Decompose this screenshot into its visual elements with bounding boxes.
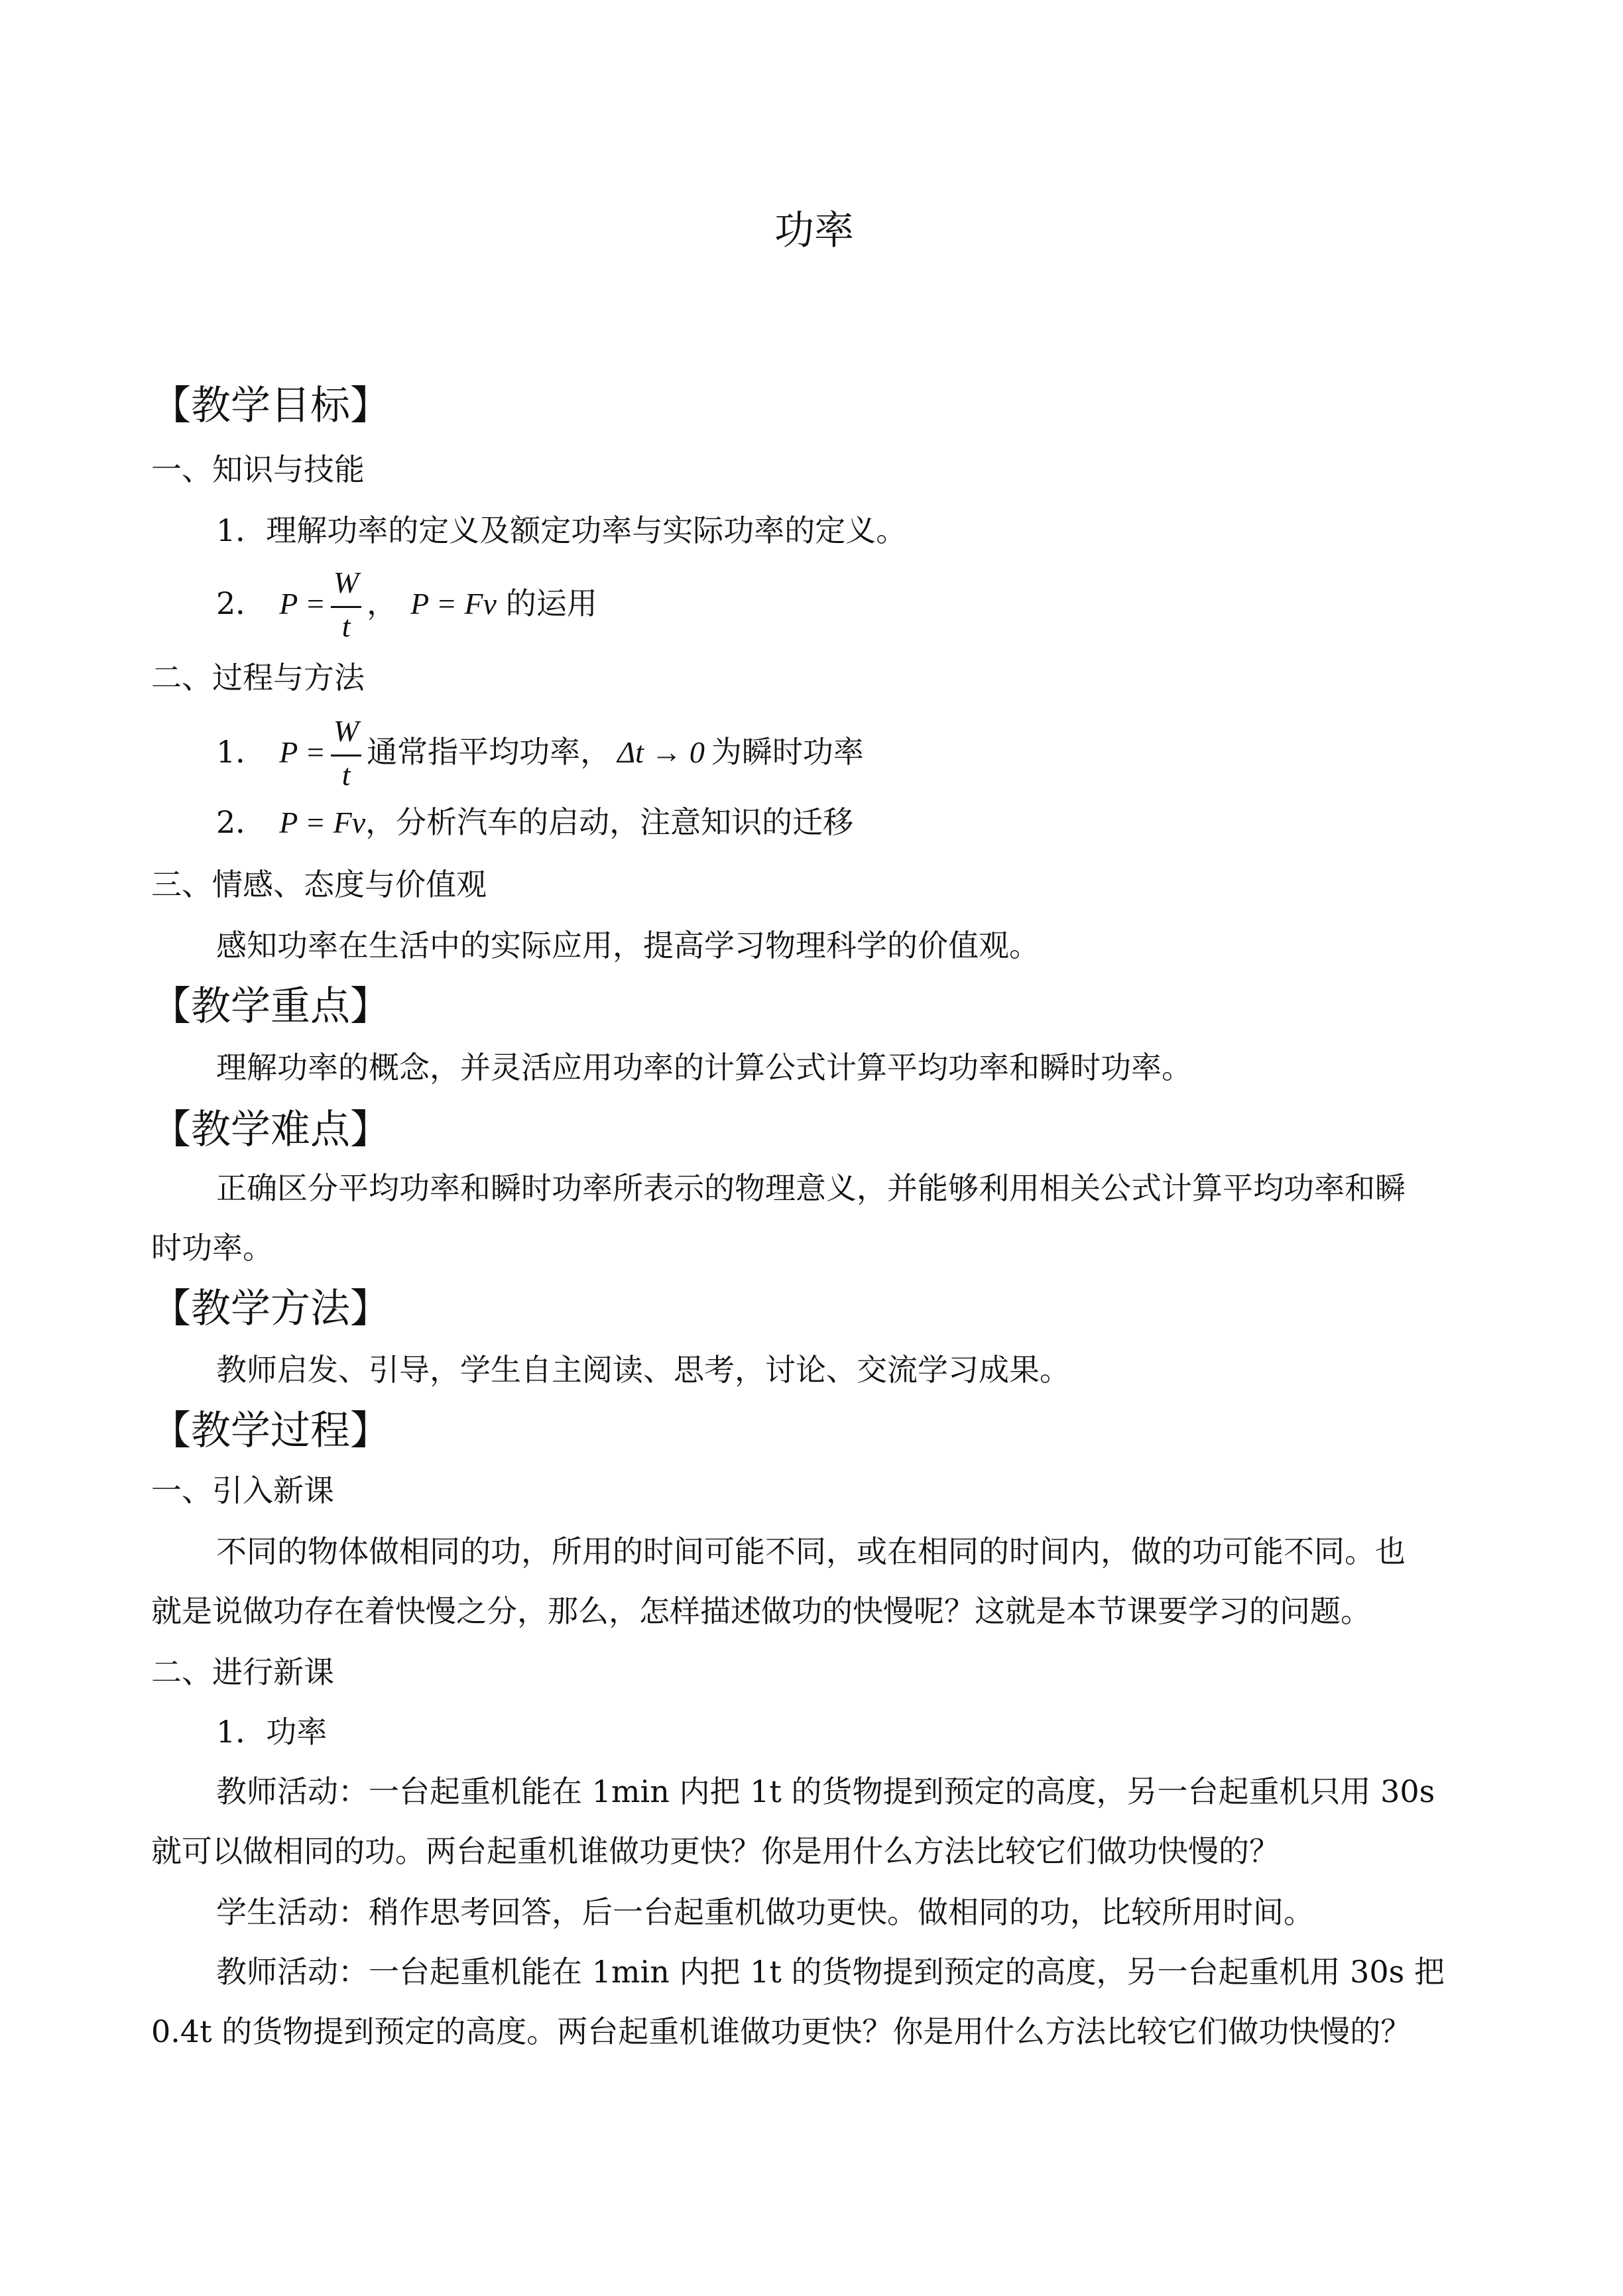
process-item-1: [216, 712, 864, 792]
student-activity-1: 学生活动：稍作思考回答，后一台起重机做功更快。做相同的功，比较所用时间。: [216, 1894, 1314, 1930]
process-item-1-suffix: 为瞬时功率: [711, 734, 864, 770]
teacher-activity-2-line-1: 教师活动：一台起重机能在 1min 内把 1t 的货物提到预定的高度，另一台起重机用 30s 把: [216, 1954, 1445, 1990]
section-heading-key-point: 【教学重点】: [151, 983, 390, 1030]
knowledge-item-2-separator: ，: [367, 585, 398, 621]
subheading-process-method: 二、过程与方法: [151, 660, 365, 695]
difficulty-text-line-2: 时功率。: [151, 1230, 273, 1266]
formula-delta-t-limit: Δt → 0: [617, 735, 705, 769]
teacher-activity-1-line-2: 就可以做相同的功。两台起重机谁做功更快？你是用什么方法比较它们做功快慢的？: [151, 1833, 1280, 1869]
process-item-2-suffix: ，分析汽车的启动，注意知识的迁移: [365, 804, 854, 840]
knowledge-item-2: [216, 564, 597, 643]
section-heading-method: 【教学方法】: [151, 1286, 390, 1332]
subheading-new-lesson: 二、进行新课: [151, 1654, 334, 1690]
process-item-2-prefix: 2．: [216, 804, 267, 840]
formula-p-equals: P =: [279, 587, 326, 621]
section-heading-difficulty: 【教学难点】: [151, 1107, 390, 1153]
section-heading-objectives: 【教学目标】: [151, 383, 390, 429]
fraction-denominator: t: [341, 609, 351, 643]
subheading-intro: 一、引入新课: [151, 1473, 334, 1508]
difficulty-text-line-1: 正确区分平均功率和瞬时功率所表示的物理意义，并能够利用相关公式计算平均功率和瞬: [216, 1170, 1406, 1206]
process-item-1-prefix: 1．: [216, 734, 267, 770]
process-item-2: [216, 802, 853, 843]
fraction-numerator: W: [333, 566, 359, 599]
knowledge-item-1: 1．理解功率的定义及额定功率与实际功率的定义。: [216, 513, 907, 548]
fraction-w-over-t: [330, 715, 363, 794]
formula-p-equals-fv: P = Fv: [279, 806, 366, 839]
section-heading-process: 【教学过程】: [151, 1408, 390, 1454]
fraction-bar: [331, 606, 361, 608]
formula-p-equals-fv: P = Fv: [410, 587, 497, 621]
teacher-activity-1-line-1: 教师活动：一台起重机能在 1min 内把 1t 的货物提到预定的高度，另一台起重机只用 30s: [216, 1774, 1435, 1809]
knowledge-item-2-suffix: 的运用: [505, 585, 597, 621]
fraction-numerator: W: [333, 714, 359, 748]
intro-text-line-1: 不同的物体做相同的功，所用的时间可能不同，或在相同的时间内，做的功可能不同。也: [216, 1534, 1406, 1569]
method-text: 教师启发、引导，学生自主阅读、思考，讨论、交流学习成果。: [216, 1352, 1070, 1388]
fraction-bar: [331, 755, 361, 756]
subheading-knowledge: 一、知识与技能: [151, 452, 365, 487]
new-lesson-sub-1: 1．功率: [216, 1714, 328, 1750]
fraction-denominator: t: [341, 758, 351, 792]
knowledge-item-2-prefix: 2．: [216, 585, 267, 621]
attitude-text: 感知功率在生活中的实际应用，提高学习物理科学的价值观。: [216, 928, 1040, 963]
fraction-w-over-t: [330, 566, 363, 646]
process-item-1-text: 通常指平均功率，: [367, 734, 611, 770]
subheading-attitude: 三、情感、态度与价值观: [151, 867, 487, 902]
page-title: 功率: [774, 208, 854, 254]
teacher-activity-2-line-2: 0.4t 的货物提到预定的高度。两台起重机谁做功更快？你是用什么方法比较它们做功快慢的？: [151, 2014, 1412, 2049]
formula-p-equals: P =: [279, 735, 326, 769]
intro-text-line-2: 就是说做功存在着快慢之分，那么，怎样描述做功的快慢呢？这就是本节课要学习的问题。: [151, 1593, 1371, 1629]
key-point-text: 理解功率的概念，并灵活应用功率的计算公式计算平均功率和瞬时功率。: [216, 1050, 1192, 1085]
